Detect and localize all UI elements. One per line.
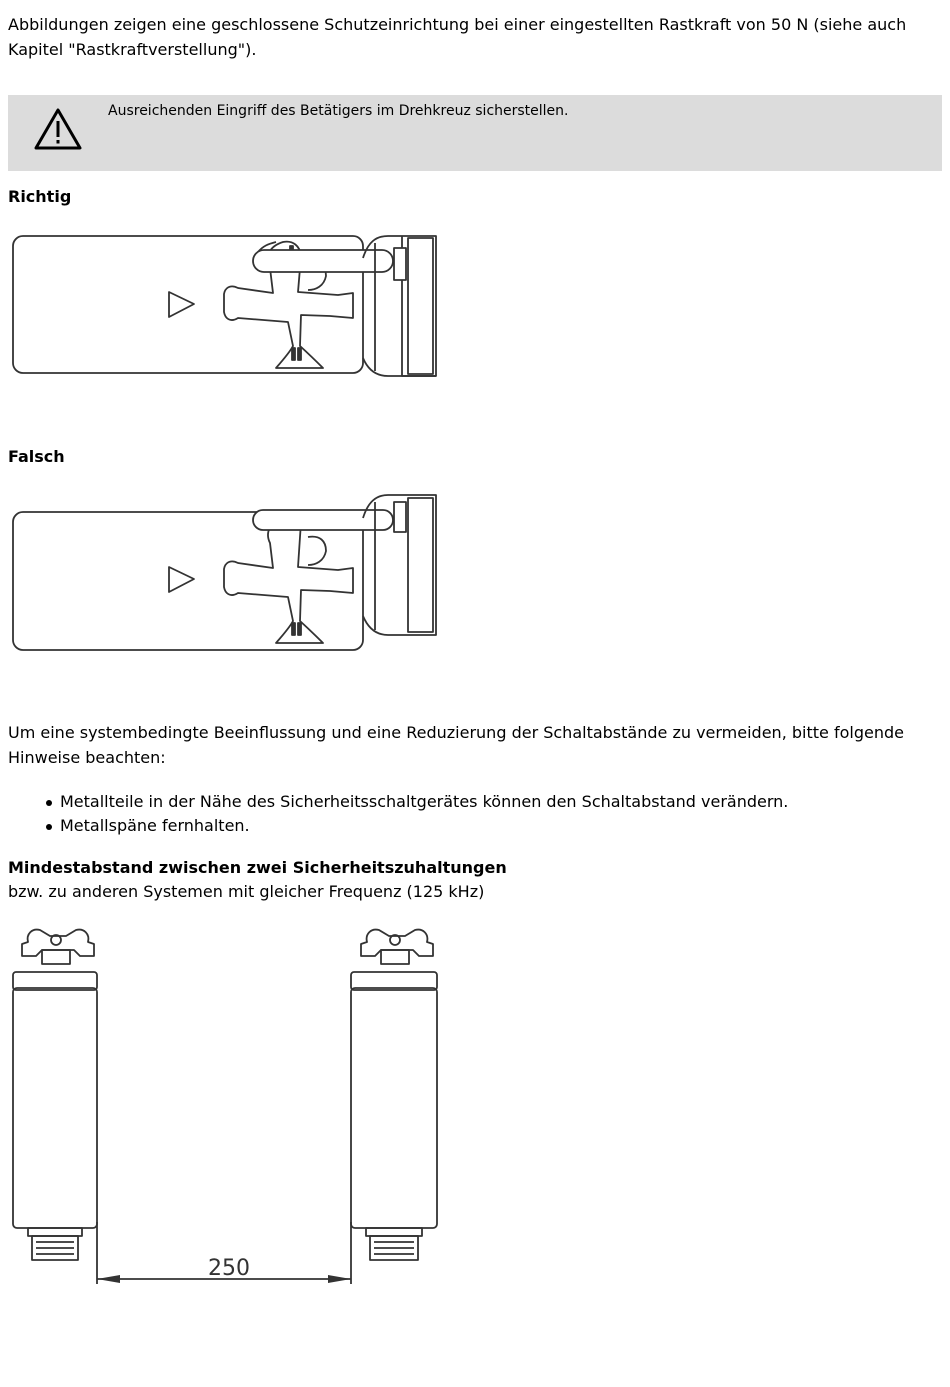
warning-box [8,95,942,171]
dimension-label: 250 [208,1256,250,1281]
heading-correct: Richtig [8,187,72,206]
min-distance-heading: Mindestabstand zwischen zwei Sicherheitszuhaltungen [8,858,507,877]
intro-paragraph: Abbildungen zeigen eine geschlossene Schutzeinrichtung bei einer eingestellten Rastkraft von 50 N (siehe auch Kapitel "Rastkraftverstellung"). [8,15,907,59]
min-distance-block [8,856,507,904]
list-item: Metallspäne fernhalten. [60,814,950,838]
min-distance-subheading: bzw. zu anderen Systemen mit gleicher Frequenz (125 kHz) [8,882,485,901]
hint-list [8,790,950,838]
figure-minimum-distance [8,922,440,1287]
list-item: Metallteile in der Nähe des Sicherheitsschaltgerätes können den Schaltabstand verändern. [60,790,950,814]
warning-text: Ausreichenden Eingriff des Betätigers im Drehkreuz sicherstellen. [108,103,569,119]
note-paragraph: Um eine systembedingte Beeinflussung und eine Reduzierung der Schaltabstände zu vermeiden, bitte folgende Hinweise beachten: [8,723,904,767]
heading-wrong: Falsch [8,447,65,466]
warning-triangle-icon [33,107,83,152]
figure-correct-engagement [8,228,440,378]
figure-wrong-engagement [8,490,440,655]
